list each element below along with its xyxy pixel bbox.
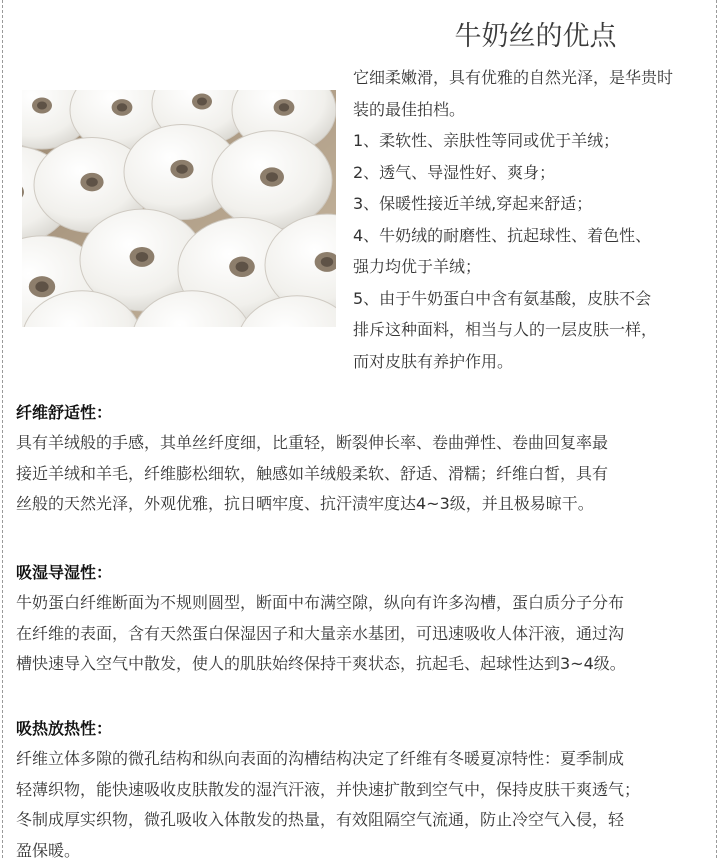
yarn-cone-hole — [117, 103, 127, 111]
section-line: 在纤维的表面，含有天然蛋白保湿因子和大量亲水基团，可迅速吸收人体汗液，通过沟 — [16, 619, 706, 650]
yarn-cone-hole — [86, 177, 98, 186]
intro-line: 而对皮肤有养护作用。 — [353, 346, 715, 378]
intro-line: 5、由于牛奶蛋白中含有氨基酸，皮肤不会 — [353, 283, 715, 315]
intro-line: 它细柔嫩滑，具有优雅的自然光泽，是华贵时 — [353, 62, 715, 94]
intro-line: 装的最佳拍档。 — [353, 94, 715, 126]
section-line: 纤维立体多隙的微孔结构和纵向表面的沟槽结构决定了纤维有冬暖夏凉特性：夏季制成 — [16, 744, 706, 775]
yarn-cone-hole — [236, 262, 249, 272]
section-moisture-wicking — [16, 558, 706, 680]
section-line: 冬制成厚实织物，微孔吸收入体散发的热量，有效阻隔空气流通，防止冷空气入侵，轻 — [16, 805, 706, 836]
intro-line: 2、透气、导湿性好、爽身； — [353, 157, 715, 189]
yarn-cone-hole — [321, 257, 333, 267]
page-border-left — [2, 0, 3, 858]
yarn-cone-hole — [197, 98, 207, 106]
yarn-cone-hole — [37, 102, 47, 110]
page-title: 牛奶丝的优点 — [352, 14, 719, 53]
yarn-cone-hole — [136, 252, 148, 262]
intro-text — [353, 62, 715, 377]
yarn-cone-hole — [35, 281, 48, 292]
intro-line: 强力均优于羊绒； — [353, 251, 715, 283]
intro-line: 3、保暖性接近羊绒,穿起来舒适； — [353, 188, 715, 220]
yarn-cone-hole — [266, 172, 278, 182]
yarn-cone-hole — [279, 103, 289, 111]
section-heat-regulation — [16, 714, 706, 866]
intro-line: 1、柔软性、亲肤性等同或优于羊绒； — [353, 125, 715, 157]
intro-line: 4、牛奶绒的耐磨性、抗起球性、着色性、 — [353, 220, 715, 252]
section-line: 轻薄织物，能快速吸收皮肤散发的湿汽汗液，并快速扩散到空气中，保持皮肤干爽透气； — [16, 775, 706, 806]
section-heading: 吸热放热性： — [16, 714, 706, 744]
section-fiber-comfort — [16, 398, 706, 520]
section-line: 牛奶蛋白纤维断面为不规则圆型，断面中布满空隙，纵向有许多沟槽，蛋白质分子分布 — [16, 588, 706, 619]
section-heading: 纤维舒适性： — [16, 398, 706, 428]
section-line: 接近羊绒和羊毛，纤维膨松细软，触感如羊绒般柔软、舒适、滑糯；纤维白皙，具有 — [16, 459, 706, 490]
section-line: 盈保暖。 — [16, 836, 706, 866]
section-line: 丝般的天然光泽，外观优雅，抗日晒牢度、抗汗渍牢度达4~3级，并且极易晾干。 — [16, 489, 706, 520]
section-heading: 吸湿导湿性： — [16, 558, 706, 588]
page-border-right — [716, 0, 717, 858]
yarn-cone-hole — [176, 164, 188, 173]
yarn-cones-photo — [22, 90, 336, 327]
intro-line: 排斥这种面料，相当与人的一层皮肤一样， — [353, 314, 715, 346]
section-line: 具有羊绒般的手感，其单丝纤度细，比重轻，断裂伸长率、卷曲弹性、卷曲回复率最 — [16, 428, 706, 459]
section-line: 槽快速导入空气中散发，使人的肌肤始终保持干爽状态，抗起毛、起球性达到3~4级。 — [16, 649, 706, 680]
